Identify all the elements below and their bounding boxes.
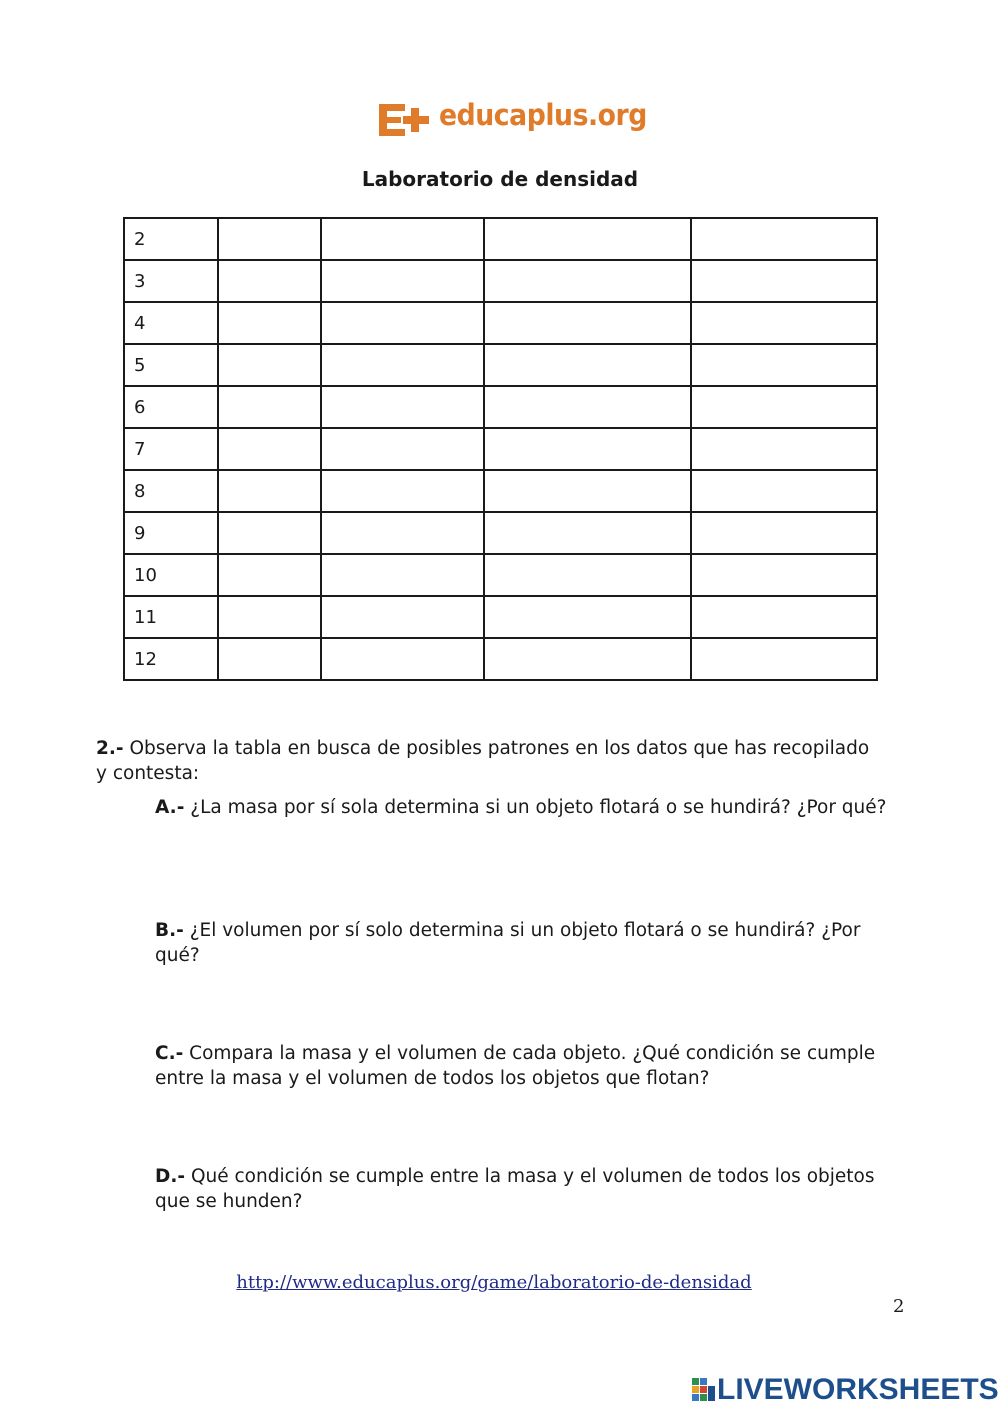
table-cell[interactable] [218,638,321,680]
question-item-label: C.- [155,1043,184,1064]
table-cell[interactable] [218,344,321,386]
table-cell[interactable] [484,302,691,344]
table-cell[interactable] [691,302,877,344]
row-number-cell: 10 [124,554,218,596]
table-cell[interactable] [321,638,485,680]
table-row [124,470,877,512]
table-cell[interactable] [218,512,321,554]
table-cell[interactable] [218,218,321,260]
table-cell[interactable] [218,260,321,302]
table-row [124,302,877,344]
question-item-text: Qué condición se cumple entre la masa y el volumen de todos los objetos que se hunden? [155,1166,875,1212]
table-cell[interactable] [484,638,691,680]
table-cell[interactable] [321,512,485,554]
table-row [124,596,877,638]
question-item-text: Compara la masa y el volumen de cada objeto. ¿Qué condición se cumple entre la masa y el volumen de todos los objetos que flotan? [155,1043,876,1089]
question-item-label: D.- [155,1166,186,1187]
table-cell[interactable] [484,344,691,386]
table-cell[interactable] [321,554,485,596]
table-cell[interactable] [321,428,485,470]
table-cell[interactable] [691,260,877,302]
educaplus-logo-icon [377,102,431,138]
table-cell[interactable] [218,596,321,638]
table-cell[interactable] [691,344,877,386]
table-row [124,512,877,554]
question-item-a [155,795,895,820]
table-row [124,638,877,680]
table-row [124,344,877,386]
source-link[interactable]: http://www.educaplus.org/game/laboratorio-de-densidad [236,1272,752,1293]
table-cell[interactable] [484,596,691,638]
table-cell[interactable] [321,218,485,260]
table-cell[interactable] [484,386,691,428]
table-cell[interactable] [691,470,877,512]
table-cell[interactable] [218,386,321,428]
table-cell[interactable] [484,218,691,260]
table-row [124,386,877,428]
row-number-cell: 9 [124,512,218,554]
table-row [124,260,877,302]
table-cell[interactable] [321,344,485,386]
question-item-text: ¿La masa por sí sola determina si un objeto flotará o se hundirá? ¿Por qué? [184,797,887,818]
page-number: 2 [893,1296,905,1317]
question-item-d [155,1164,895,1214]
table-cell[interactable] [218,470,321,512]
row-number-cell: 4 [124,302,218,344]
table-cell[interactable] [321,260,485,302]
question-item-label: B.- [155,920,184,941]
table-cell[interactable] [218,302,321,344]
table-cell[interactable] [484,260,691,302]
table-cell[interactable] [321,386,485,428]
data-table [123,217,878,681]
table-cell[interactable] [484,512,691,554]
table-row [124,554,877,596]
liveworksheets-text: LIVEWORKSHEETS [717,1373,999,1406]
table-row [124,428,877,470]
table-cell[interactable] [691,596,877,638]
table-cell[interactable] [691,428,877,470]
question-item-label: A.- [155,797,185,818]
row-number-cell: 6 [124,386,218,428]
table-cell[interactable] [691,512,877,554]
table-cell[interactable] [321,470,485,512]
table-cell[interactable] [691,638,877,680]
table-cell[interactable] [321,596,485,638]
row-number-cell: 8 [124,470,218,512]
row-number-cell: 7 [124,428,218,470]
table-cell[interactable] [691,554,877,596]
question-2 [96,736,876,786]
logo-text: educaplus.org [439,98,647,132]
educaplus-logo [377,98,647,140]
question-2-label: 2.- [96,738,124,759]
row-number-cell: 12 [124,638,218,680]
row-number-cell: 3 [124,260,218,302]
liveworksheets-icon [692,1378,716,1402]
question-2-text: Observa la tabla en busca de posibles patrones en los datos que has recopilado y contesta: [96,738,870,784]
table-cell[interactable] [691,386,877,428]
row-number-cell: 11 [124,596,218,638]
table-cell[interactable] [691,218,877,260]
question-item-text: ¿El volumen por sí solo determina si un objeto flotará o se hundirá? ¿Por qué? [155,920,861,966]
row-number-cell: 5 [124,344,218,386]
table-row [124,218,877,260]
table-cell[interactable] [321,302,485,344]
page-title: Laboratorio de densidad [361,167,639,191]
table-cell[interactable] [484,470,691,512]
row-number-cell: 2 [124,218,218,260]
table-cell[interactable] [218,554,321,596]
liveworksheets-logo [692,1373,999,1408]
table-cell[interactable] [484,428,691,470]
table-cell[interactable] [484,554,691,596]
question-item-b [155,918,895,968]
table-cell[interactable] [218,428,321,470]
question-item-c [155,1041,895,1091]
